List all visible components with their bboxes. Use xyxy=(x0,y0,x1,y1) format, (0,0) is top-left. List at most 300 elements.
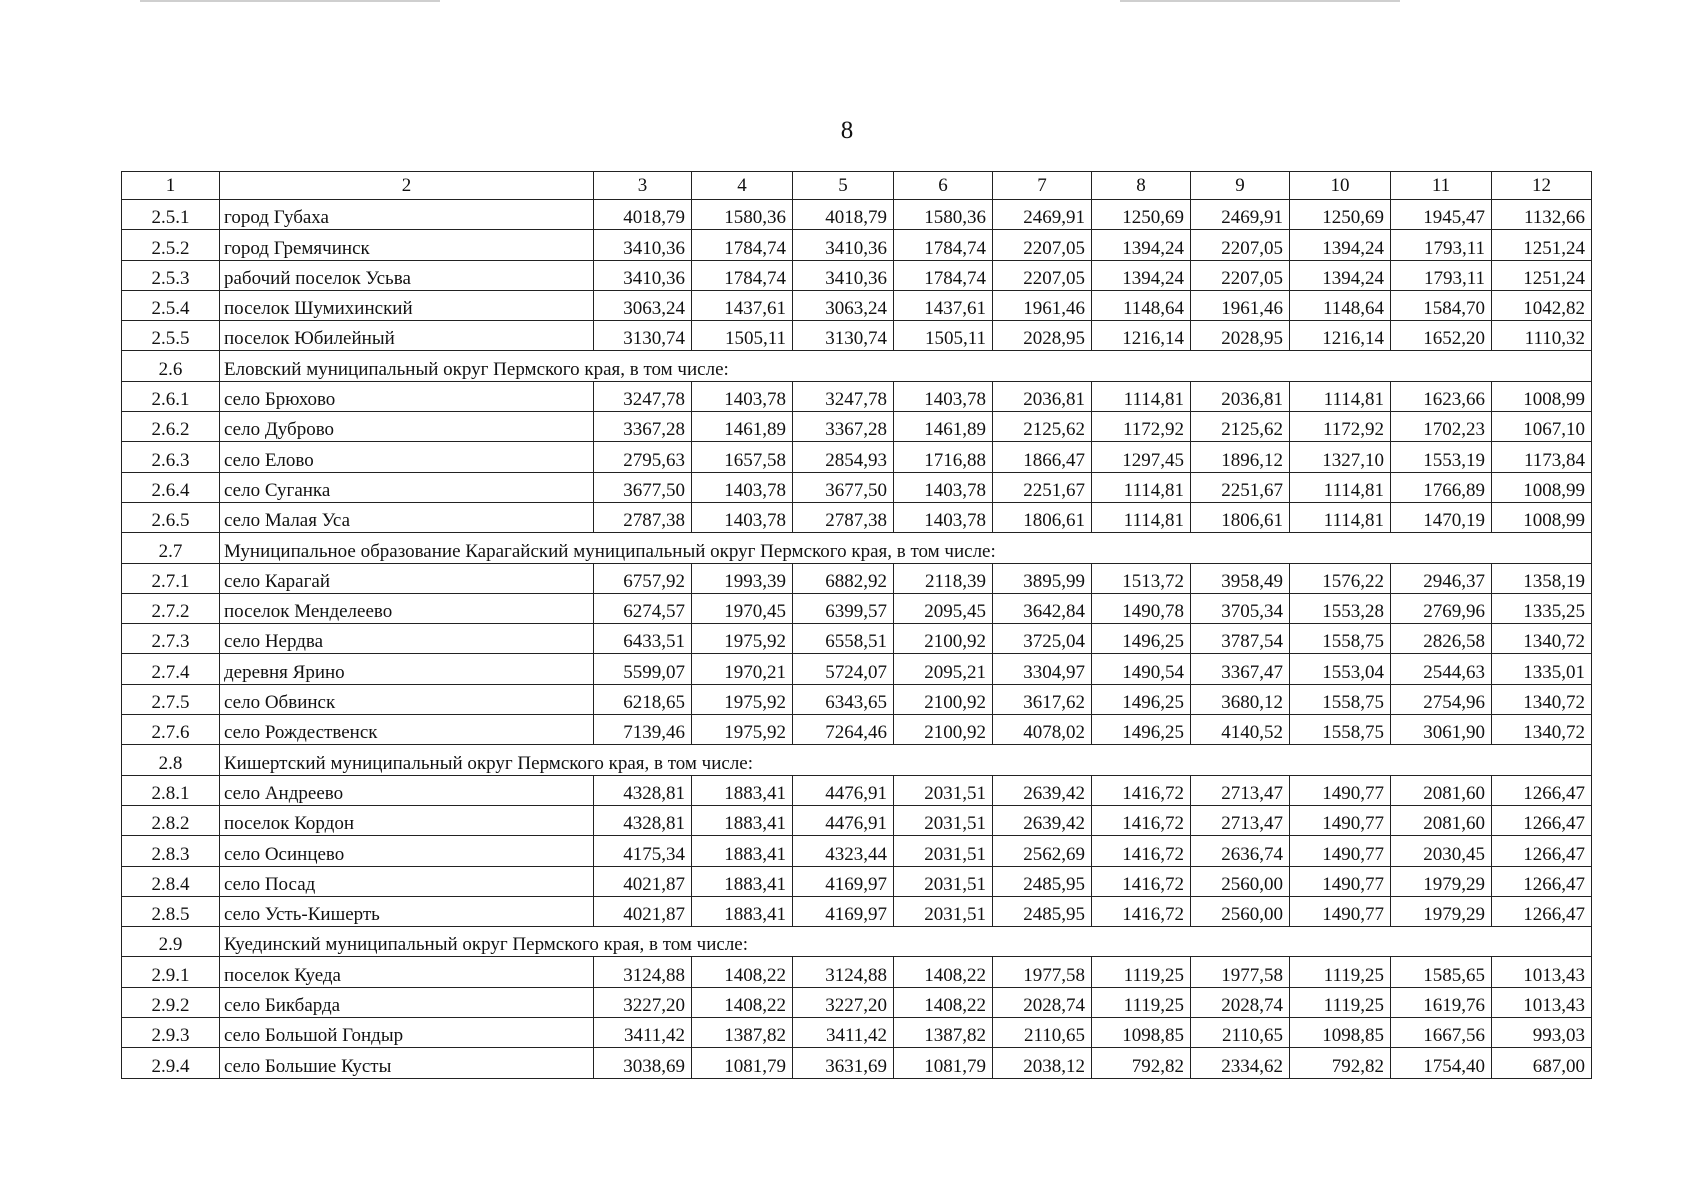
value-cell: 1993,39 xyxy=(692,563,793,593)
value-cell: 993,03 xyxy=(1492,1018,1592,1048)
value-cell: 3787,54 xyxy=(1191,624,1290,654)
value-cell: 2110,65 xyxy=(993,1018,1092,1048)
value-cell: 1119,25 xyxy=(1092,957,1191,987)
column-header: 10 xyxy=(1290,172,1391,200)
value-cell: 1098,85 xyxy=(1092,1018,1191,1048)
value-cell: 3367,47 xyxy=(1191,654,1290,684)
value-cell: 4476,91 xyxy=(793,775,894,805)
value-cell: 1081,79 xyxy=(692,1048,793,1078)
value-cell: 1408,22 xyxy=(894,957,993,987)
row-code: 2.6.4 xyxy=(122,472,220,502)
value-cell: 1148,64 xyxy=(1092,290,1191,320)
settlement-name: село Большой Гондыр xyxy=(220,1018,594,1048)
value-cell: 1266,47 xyxy=(1492,775,1592,805)
value-cell: 2485,95 xyxy=(993,866,1092,896)
value-cell: 2639,42 xyxy=(993,775,1092,805)
value-cell: 1496,25 xyxy=(1092,684,1191,714)
value-cell: 2100,92 xyxy=(894,715,993,745)
row-code: 2.7 xyxy=(122,533,220,563)
value-cell: 1067,10 xyxy=(1492,412,1592,442)
value-cell: 1970,21 xyxy=(692,654,793,684)
settlement-name: поселок Юбилейный xyxy=(220,321,594,351)
settlement-name: поселок Менделеево xyxy=(220,593,594,623)
settlement-name: село Осинцево xyxy=(220,836,594,866)
value-cell: 2713,47 xyxy=(1191,775,1290,805)
value-cell: 2125,62 xyxy=(1191,412,1290,442)
value-cell: 2787,38 xyxy=(793,502,894,532)
value-cell: 792,82 xyxy=(1290,1048,1391,1078)
table-row xyxy=(122,563,1592,593)
value-cell: 6274,57 xyxy=(594,593,692,623)
value-cell: 1114,81 xyxy=(1290,502,1391,532)
table-row xyxy=(122,200,1592,230)
table-row xyxy=(122,442,1592,472)
value-cell: 1490,77 xyxy=(1290,896,1391,926)
value-cell: 1961,46 xyxy=(993,290,1092,320)
value-cell: 1416,72 xyxy=(1092,775,1191,805)
settlement-name: поселок Куеда xyxy=(220,957,594,987)
page-number: 8 xyxy=(840,117,854,144)
section-row xyxy=(122,351,1592,381)
value-cell: 4169,97 xyxy=(793,896,894,926)
value-cell: 1251,24 xyxy=(1492,230,1592,260)
value-cell: 2110,65 xyxy=(1191,1018,1290,1048)
value-cell: 1975,92 xyxy=(692,715,793,745)
value-cell: 2639,42 xyxy=(993,805,1092,835)
table-row xyxy=(122,502,1592,532)
value-cell: 2031,51 xyxy=(894,836,993,866)
value-cell: 1114,81 xyxy=(1290,381,1391,411)
value-cell: 2469,91 xyxy=(993,200,1092,230)
value-cell: 1490,77 xyxy=(1290,775,1391,805)
row-code: 2.5.5 xyxy=(122,321,220,351)
value-cell: 3411,42 xyxy=(594,1018,692,1048)
value-cell: 1251,24 xyxy=(1492,260,1592,290)
value-cell: 1042,82 xyxy=(1492,290,1592,320)
value-cell: 1979,29 xyxy=(1391,866,1492,896)
value-cell: 3227,20 xyxy=(793,987,894,1017)
row-code: 2.7.2 xyxy=(122,593,220,623)
value-cell: 1784,74 xyxy=(894,260,993,290)
value-cell: 3124,88 xyxy=(594,957,692,987)
value-cell: 1403,78 xyxy=(894,472,993,502)
value-cell: 2081,60 xyxy=(1391,775,1492,805)
row-code: 2.7.4 xyxy=(122,654,220,684)
value-cell: 1172,92 xyxy=(1290,412,1391,442)
value-cell: 5599,07 xyxy=(594,654,692,684)
value-cell: 2560,00 xyxy=(1191,896,1290,926)
value-cell: 4169,97 xyxy=(793,866,894,896)
value-cell: 1394,24 xyxy=(1092,230,1191,260)
value-cell: 2544,63 xyxy=(1391,654,1492,684)
value-cell: 1408,22 xyxy=(692,987,793,1017)
value-cell: 2100,92 xyxy=(894,684,993,714)
value-cell: 1250,69 xyxy=(1092,200,1191,230)
row-code: 2.6.3 xyxy=(122,442,220,472)
row-code: 2.8 xyxy=(122,745,220,775)
value-cell: 2036,81 xyxy=(993,381,1092,411)
row-code: 2.7.3 xyxy=(122,624,220,654)
value-cell: 1394,24 xyxy=(1092,260,1191,290)
column-header: 7 xyxy=(993,172,1092,200)
value-cell: 3642,84 xyxy=(993,593,1092,623)
value-cell: 1505,11 xyxy=(692,321,793,351)
row-code: 2.7.6 xyxy=(122,715,220,745)
value-cell: 1081,79 xyxy=(894,1048,993,1078)
row-code: 2.8.3 xyxy=(122,836,220,866)
value-cell: 2854,93 xyxy=(793,442,894,472)
value-cell: 1114,81 xyxy=(1290,472,1391,502)
value-cell: 1266,47 xyxy=(1492,805,1592,835)
value-cell: 2031,51 xyxy=(894,805,993,835)
value-cell: 1793,11 xyxy=(1391,230,1492,260)
value-cell: 687,00 xyxy=(1492,1048,1592,1078)
value-cell: 2469,91 xyxy=(1191,200,1290,230)
section-title: Муниципальное образование Карагайский муниципальный округ Пермского края, в том числе: xyxy=(220,533,1592,563)
row-code: 2.8.5 xyxy=(122,896,220,926)
settlement-name: село Андреево xyxy=(220,775,594,805)
value-cell: 1008,99 xyxy=(1492,502,1592,532)
value-cell: 1657,58 xyxy=(692,442,793,472)
value-cell: 4021,87 xyxy=(594,896,692,926)
value-cell: 2028,74 xyxy=(993,987,1092,1017)
column-header: 4 xyxy=(692,172,793,200)
value-cell: 1558,75 xyxy=(1290,715,1391,745)
table-row xyxy=(122,654,1592,684)
settlement-name: село Посад xyxy=(220,866,594,896)
value-cell: 1358,19 xyxy=(1492,563,1592,593)
value-cell: 1584,70 xyxy=(1391,290,1492,320)
settlement-name: село Дуброво xyxy=(220,412,594,442)
value-cell: 1387,82 xyxy=(692,1018,793,1048)
value-cell: 3367,28 xyxy=(793,412,894,442)
scan-edge-mark xyxy=(140,0,440,2)
section-title: Кишертский муниципальный округ Пермского края, в том числе: xyxy=(220,745,1592,775)
row-code: 2.8.2 xyxy=(122,805,220,835)
value-cell: 1623,66 xyxy=(1391,381,1492,411)
value-cell: 3725,04 xyxy=(993,624,1092,654)
value-cell: 1340,72 xyxy=(1492,684,1592,714)
value-cell: 1297,45 xyxy=(1092,442,1191,472)
value-cell: 1008,99 xyxy=(1492,381,1592,411)
value-cell: 1490,77 xyxy=(1290,866,1391,896)
value-cell: 1250,69 xyxy=(1290,200,1391,230)
value-cell: 1784,74 xyxy=(894,230,993,260)
row-code: 2.9 xyxy=(122,927,220,957)
column-header: 2 xyxy=(220,172,594,200)
row-code: 2.6.2 xyxy=(122,412,220,442)
value-cell: 1766,89 xyxy=(1391,472,1492,502)
value-cell: 1340,72 xyxy=(1492,715,1592,745)
value-cell: 1784,74 xyxy=(692,260,793,290)
value-cell: 1961,46 xyxy=(1191,290,1290,320)
table-row xyxy=(122,1018,1592,1048)
value-cell: 2030,45 xyxy=(1391,836,1492,866)
value-cell: 1008,99 xyxy=(1492,472,1592,502)
settlement-name: село Обвинск xyxy=(220,684,594,714)
settlement-name: поселок Кордон xyxy=(220,805,594,835)
value-cell: 1580,36 xyxy=(894,200,993,230)
value-cell: 6882,92 xyxy=(793,563,894,593)
table-row xyxy=(122,866,1592,896)
settlement-name: село Нердва xyxy=(220,624,594,654)
value-cell: 1553,28 xyxy=(1290,593,1391,623)
value-cell: 1013,43 xyxy=(1492,987,1592,1017)
value-cell: 4021,87 xyxy=(594,866,692,896)
settlement-name: рабочий поселок Усьва xyxy=(220,260,594,290)
settlement-name: село Елово xyxy=(220,442,594,472)
tariff-table xyxy=(121,171,1592,1079)
column-header: 12 xyxy=(1492,172,1592,200)
value-cell: 1580,36 xyxy=(692,200,793,230)
value-cell: 2636,74 xyxy=(1191,836,1290,866)
value-cell: 3038,69 xyxy=(594,1048,692,1078)
settlement-name: село Большие Кусты xyxy=(220,1048,594,1078)
value-cell: 4175,34 xyxy=(594,836,692,866)
value-cell: 2031,51 xyxy=(894,866,993,896)
value-cell: 3304,97 xyxy=(993,654,1092,684)
value-cell: 2334,62 xyxy=(1191,1048,1290,1078)
value-cell: 2560,00 xyxy=(1191,866,1290,896)
value-cell: 1883,41 xyxy=(692,896,793,926)
value-cell: 1098,85 xyxy=(1290,1018,1391,1048)
value-cell: 1148,64 xyxy=(1290,290,1391,320)
value-cell: 1416,72 xyxy=(1092,866,1191,896)
value-cell: 2946,37 xyxy=(1391,563,1492,593)
row-code: 2.8.4 xyxy=(122,866,220,896)
value-cell: 1470,19 xyxy=(1391,502,1492,532)
column-header: 5 xyxy=(793,172,894,200)
value-cell: 2485,95 xyxy=(993,896,1092,926)
section-title: Еловский муниципальный округ Пермского края, в том числе: xyxy=(220,351,1592,381)
value-cell: 1114,81 xyxy=(1092,502,1191,532)
value-cell: 2125,62 xyxy=(993,412,1092,442)
value-cell: 2207,05 xyxy=(993,230,1092,260)
value-cell: 1716,88 xyxy=(894,442,993,472)
table-header-row xyxy=(122,172,1592,200)
settlement-name: город Губаха xyxy=(220,200,594,230)
value-cell: 1216,14 xyxy=(1290,321,1391,351)
row-code: 2.9.4 xyxy=(122,1048,220,1078)
scan-edge-mark xyxy=(1120,0,1400,2)
settlement-name: село Бикбарда xyxy=(220,987,594,1017)
value-cell: 1558,75 xyxy=(1290,624,1391,654)
table-row xyxy=(122,230,1592,260)
value-cell: 1114,81 xyxy=(1092,381,1191,411)
value-cell: 3130,74 xyxy=(793,321,894,351)
value-cell: 2562,69 xyxy=(993,836,1092,866)
value-cell: 2036,81 xyxy=(1191,381,1290,411)
value-cell: 2207,05 xyxy=(993,260,1092,290)
value-cell: 4018,79 xyxy=(594,200,692,230)
value-cell: 3227,20 xyxy=(594,987,692,1017)
value-cell: 3410,36 xyxy=(594,230,692,260)
value-cell: 1327,10 xyxy=(1290,442,1391,472)
value-cell: 1977,58 xyxy=(1191,957,1290,987)
row-code: 2.6.5 xyxy=(122,502,220,532)
value-cell: 7264,46 xyxy=(793,715,894,745)
table-row xyxy=(122,260,1592,290)
value-cell: 3247,78 xyxy=(594,381,692,411)
settlement-name: деревня Ярино xyxy=(220,654,594,684)
table-row xyxy=(122,987,1592,1017)
value-cell: 1866,47 xyxy=(993,442,1092,472)
value-cell: 1883,41 xyxy=(692,805,793,835)
value-cell: 1883,41 xyxy=(692,775,793,805)
value-cell: 1387,82 xyxy=(894,1018,993,1048)
value-cell: 1979,29 xyxy=(1391,896,1492,926)
value-cell: 1702,23 xyxy=(1391,412,1492,442)
value-cell: 6558,51 xyxy=(793,624,894,654)
settlement-name: город Гремячинск xyxy=(220,230,594,260)
table-row xyxy=(122,1048,1592,1078)
table-row xyxy=(122,836,1592,866)
row-code: 2.5.4 xyxy=(122,290,220,320)
value-cell: 2038,12 xyxy=(993,1048,1092,1078)
value-cell: 1266,47 xyxy=(1492,866,1592,896)
value-cell: 4328,81 xyxy=(594,775,692,805)
settlement-name: село Суганка xyxy=(220,472,594,502)
value-cell: 1576,22 xyxy=(1290,563,1391,593)
value-cell: 1394,24 xyxy=(1290,230,1391,260)
value-cell: 2754,96 xyxy=(1391,684,1492,714)
value-cell: 1013,43 xyxy=(1492,957,1592,987)
settlement-name: село Карагай xyxy=(220,563,594,593)
value-cell: 3063,24 xyxy=(793,290,894,320)
value-cell: 3410,36 xyxy=(793,230,894,260)
value-cell: 2769,96 xyxy=(1391,593,1492,623)
value-cell: 3677,50 xyxy=(594,472,692,502)
value-cell: 3705,34 xyxy=(1191,593,1290,623)
row-code: 2.6.1 xyxy=(122,381,220,411)
value-cell: 1945,47 xyxy=(1391,200,1492,230)
value-cell: 1970,45 xyxy=(692,593,793,623)
value-cell: 2081,60 xyxy=(1391,805,1492,835)
value-cell: 1403,78 xyxy=(894,502,993,532)
value-cell: 1172,92 xyxy=(1092,412,1191,442)
value-cell: 1416,72 xyxy=(1092,836,1191,866)
value-cell: 1119,25 xyxy=(1092,987,1191,1017)
value-cell: 1513,72 xyxy=(1092,563,1191,593)
table-row xyxy=(122,412,1592,442)
value-cell: 3061,90 xyxy=(1391,715,1492,745)
value-cell: 3680,12 xyxy=(1191,684,1290,714)
table-row xyxy=(122,593,1592,623)
row-code: 2.7.5 xyxy=(122,684,220,714)
value-cell: 2028,95 xyxy=(1191,321,1290,351)
settlement-name: село Усть-Кишерть xyxy=(220,896,594,926)
value-cell: 1114,81 xyxy=(1092,472,1191,502)
row-code: 2.5.1 xyxy=(122,200,220,230)
section-row xyxy=(122,927,1592,957)
value-cell: 2118,39 xyxy=(894,563,993,593)
value-cell: 1490,78 xyxy=(1092,593,1191,623)
value-cell: 1408,22 xyxy=(692,957,793,987)
table-row xyxy=(122,381,1592,411)
value-cell: 6399,57 xyxy=(793,593,894,623)
value-cell: 6343,65 xyxy=(793,684,894,714)
column-header: 8 xyxy=(1092,172,1191,200)
value-cell: 1896,12 xyxy=(1191,442,1290,472)
value-cell: 1403,78 xyxy=(894,381,993,411)
row-code: 2.7.1 xyxy=(122,563,220,593)
value-cell: 4323,44 xyxy=(793,836,894,866)
value-cell: 1132,66 xyxy=(1492,200,1592,230)
table-row xyxy=(122,290,1592,320)
value-cell: 2207,05 xyxy=(1191,260,1290,290)
value-cell: 1754,40 xyxy=(1391,1048,1492,1078)
column-header: 6 xyxy=(894,172,993,200)
value-cell: 1806,61 xyxy=(1191,502,1290,532)
value-cell: 3958,49 xyxy=(1191,563,1290,593)
section-title: Куединский муниципальный округ Пермского края, в том числе: xyxy=(220,927,1592,957)
value-cell: 1408,22 xyxy=(894,987,993,1017)
value-cell: 1806,61 xyxy=(993,502,1092,532)
table-row xyxy=(122,684,1592,714)
value-cell: 1496,25 xyxy=(1092,624,1191,654)
value-cell: 1403,78 xyxy=(692,502,793,532)
settlement-name: село Брюхово xyxy=(220,381,594,411)
table-row xyxy=(122,321,1592,351)
value-cell: 1403,78 xyxy=(692,472,793,502)
value-cell: 4476,91 xyxy=(793,805,894,835)
value-cell: 5724,07 xyxy=(793,654,894,684)
value-cell: 3677,50 xyxy=(793,472,894,502)
column-header: 3 xyxy=(594,172,692,200)
value-cell: 2028,95 xyxy=(993,321,1092,351)
table-row xyxy=(122,775,1592,805)
value-cell: 1793,11 xyxy=(1391,260,1492,290)
value-cell: 1975,92 xyxy=(692,684,793,714)
value-cell: 3617,62 xyxy=(993,684,1092,714)
value-cell: 1335,01 xyxy=(1492,654,1592,684)
value-cell: 1403,78 xyxy=(692,381,793,411)
value-cell: 1553,04 xyxy=(1290,654,1391,684)
value-cell: 2795,63 xyxy=(594,442,692,472)
value-cell: 4078,02 xyxy=(993,715,1092,745)
section-row xyxy=(122,745,1592,775)
value-cell: 2787,38 xyxy=(594,502,692,532)
section-row xyxy=(122,533,1592,563)
value-cell: 6757,92 xyxy=(594,563,692,593)
value-cell: 1652,20 xyxy=(1391,321,1492,351)
value-cell: 1490,54 xyxy=(1092,654,1191,684)
value-cell: 1490,77 xyxy=(1290,805,1391,835)
row-code: 2.9.1 xyxy=(122,957,220,987)
value-cell: 1173,84 xyxy=(1492,442,1592,472)
value-cell: 1975,92 xyxy=(692,624,793,654)
value-cell: 1553,19 xyxy=(1391,442,1492,472)
value-cell: 792,82 xyxy=(1092,1048,1191,1078)
settlement-name: поселок Шумихинский xyxy=(220,290,594,320)
value-cell: 3895,99 xyxy=(993,563,1092,593)
table-row xyxy=(122,624,1592,654)
row-code: 2.5.3 xyxy=(122,260,220,290)
table-row xyxy=(122,805,1592,835)
value-cell: 2713,47 xyxy=(1191,805,1290,835)
value-cell: 2028,74 xyxy=(1191,987,1290,1017)
value-cell: 2207,05 xyxy=(1191,230,1290,260)
value-cell: 6433,51 xyxy=(594,624,692,654)
value-cell: 6218,65 xyxy=(594,684,692,714)
value-cell: 1496,25 xyxy=(1092,715,1191,745)
value-cell: 1394,24 xyxy=(1290,260,1391,290)
value-cell: 4140,52 xyxy=(1191,715,1290,745)
value-cell: 1266,47 xyxy=(1492,836,1592,866)
value-cell: 1883,41 xyxy=(692,836,793,866)
value-cell: 1461,89 xyxy=(692,412,793,442)
column-header: 11 xyxy=(1391,172,1492,200)
